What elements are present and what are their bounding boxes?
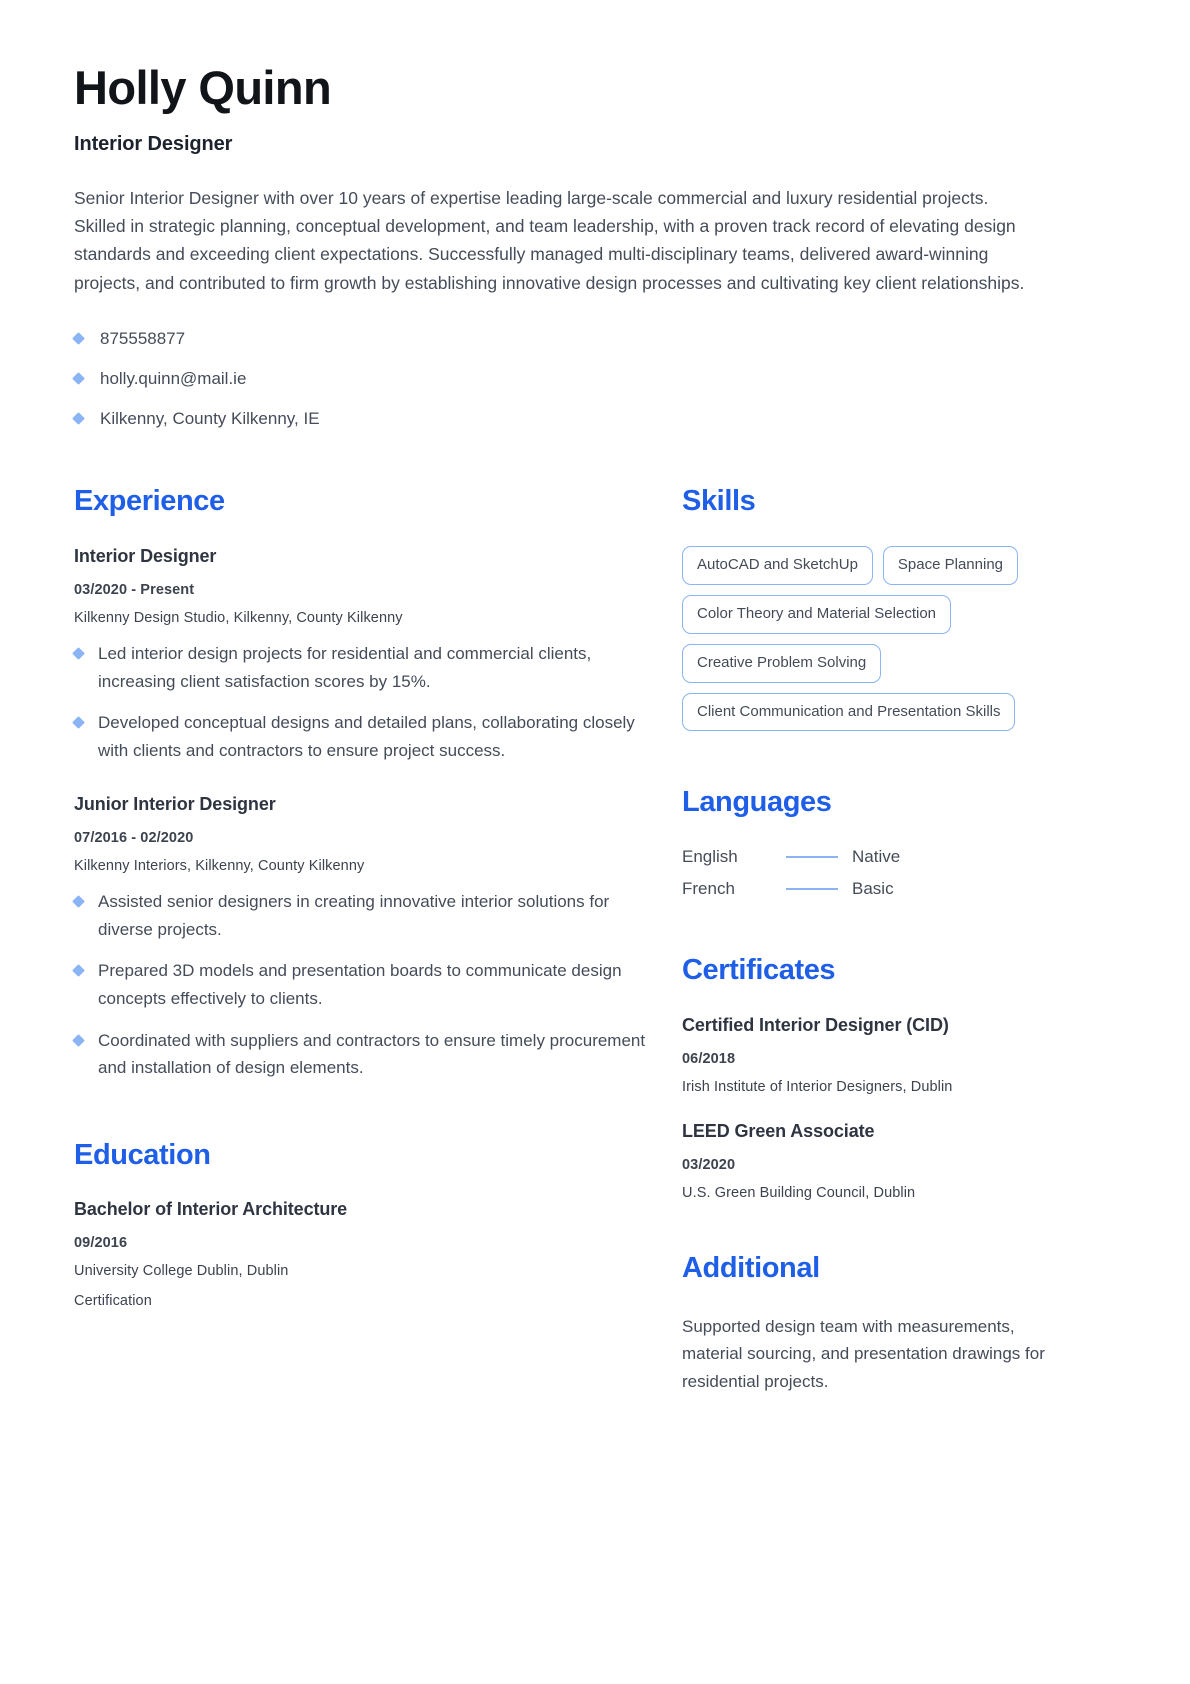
skill-tag-list [682, 546, 1062, 731]
section-title-certificates: Certificates [682, 954, 836, 987]
diamond-bullet-icon [72, 372, 85, 385]
language-level: Native [852, 847, 901, 867]
skill-tag: Color Theory and Material Selection [682, 595, 951, 634]
contact-email-value: holly.quinn@mail.ie [100, 368, 247, 388]
experience-organization: Kilkenny Design Studio, Kilkenny, County Kilkenny [74, 610, 403, 627]
resume-header [74, 62, 1116, 438]
professional-summary: Senior Interior Designer with over 10 years of expertise leading large-scale commercial and luxury residential projects. Skilled in strategic planning, conceptual development, and team leadership, with a proven track record of elevating design standards and exceeding client expectations. Successfully managed multi-disciplinary teams, delivered award-winning projects, and contributed to firm growth by establishing innovative design processes and cultivating key client relationships. [74, 187, 1025, 293]
candidate-name: Holly Quinn [74, 61, 332, 114]
contact-item-location [74, 399, 1116, 439]
skill-tag: AutoCAD and SketchUp [682, 546, 873, 585]
experience-entry [74, 794, 666, 1081]
education-entry [74, 1199, 666, 1309]
candidate-job-title: Interior Designer [74, 132, 233, 155]
experience-bullet-text: Developed conceptual designs and detailed plans, collaborating closely with clients and contractors to ensure project success. [98, 713, 635, 760]
section-title-additional: Additional [682, 1252, 820, 1285]
contact-location-value: Kilkenny, County Kilkenny, IE [100, 408, 320, 428]
experience-date: 07/2016 - 02/2020 [74, 830, 194, 847]
language-name: French [682, 879, 735, 899]
experience-bullet-text: Led interior design projects for residential and commercial clients, increasing client satisfaction scores by 15%. [98, 644, 592, 691]
experience-bullet [74, 1027, 666, 1082]
certificate-name: Certified Interior Designer (CID) [682, 1015, 949, 1036]
experience-bullet-list [74, 640, 666, 764]
language-row [682, 847, 1062, 867]
diamond-bullet-icon [72, 716, 85, 729]
section-title-education: Education [74, 1138, 211, 1171]
experience-bullet-text: Coordinated with suppliers and contractors to ensure timely procurement and installation of design elements. [98, 1030, 646, 1078]
experience-entry [74, 546, 666, 764]
language-level: Basic [852, 879, 894, 899]
section-title-skills: Skills [682, 485, 756, 518]
language-list [682, 847, 1062, 899]
certificate-date: 06/2018 [682, 1051, 736, 1068]
diamond-bullet-icon [72, 1034, 85, 1047]
additional-text: Supported design team with measurements, material sourcing, and presentation drawings for residential projects. [682, 1316, 1045, 1392]
education-extra: Certification [74, 1293, 152, 1310]
language-row [682, 879, 1062, 899]
experience-bullet [74, 957, 666, 1012]
section-languages [682, 787, 1062, 899]
contact-item-email [74, 359, 1116, 399]
certificate-name: LEED Green Associate [682, 1121, 875, 1142]
contact-item-phone [74, 319, 1116, 359]
education-school: University College Dublin, Dublin [74, 1263, 289, 1280]
section-additional [682, 1253, 1062, 1395]
diamond-bullet-icon [72, 965, 85, 978]
certificate-entry [682, 1015, 1062, 1095]
experience-organization: Kilkenny Interiors, Kilkenny, County Kilkenny [74, 858, 365, 875]
left-column [74, 486, 666, 1317]
experience-role: Interior Designer [74, 546, 217, 567]
resume-body [74, 486, 1116, 1403]
skill-tag: Space Planning [883, 546, 1018, 585]
contact-list [74, 319, 1116, 438]
diamond-bullet-icon [72, 333, 85, 346]
experience-role: Junior Interior Designer [74, 794, 276, 815]
experience-bullet-text: Prepared 3D models and presentation boards to communicate design concepts effectively to clients. [98, 961, 622, 1008]
certificate-date: 03/2020 [682, 1157, 736, 1174]
skill-tag: Client Communication and Presentation Skills [682, 693, 1015, 732]
section-certificates [682, 955, 1062, 1201]
experience-bullet [74, 709, 666, 764]
section-skills [682, 486, 1062, 731]
experience-bullet-text: Assisted senior designers in creating innovative interior solutions for diverse projects. [98, 892, 610, 939]
section-experience [74, 486, 666, 1081]
certificate-issuer: Irish Institute of Interior Designers, Dublin [682, 1079, 953, 1096]
experience-bullet [74, 640, 666, 695]
experience-date: 03/2020 - Present [74, 582, 195, 599]
section-education [74, 1140, 666, 1310]
skill-tag: Creative Problem Solving [682, 644, 881, 683]
language-level-line-icon [786, 888, 838, 890]
certificate-entry [682, 1121, 1062, 1201]
language-level-line-icon [786, 856, 838, 858]
education-date: 09/2016 [74, 1235, 128, 1252]
education-degree: Bachelor of Interior Architecture [74, 1199, 348, 1220]
experience-bullet-list [74, 888, 666, 1081]
experience-bullet [74, 888, 666, 943]
right-column [682, 486, 1062, 1403]
diamond-bullet-icon [72, 412, 85, 425]
diamond-bullet-icon [72, 896, 85, 909]
language-name: English [682, 847, 738, 867]
contact-phone-value: 875558877 [100, 329, 186, 348]
section-title-languages: Languages [682, 786, 832, 819]
diamond-bullet-icon [72, 647, 85, 660]
certificate-issuer: U.S. Green Building Council, Dublin [682, 1185, 916, 1202]
section-title-experience: Experience [74, 485, 225, 518]
